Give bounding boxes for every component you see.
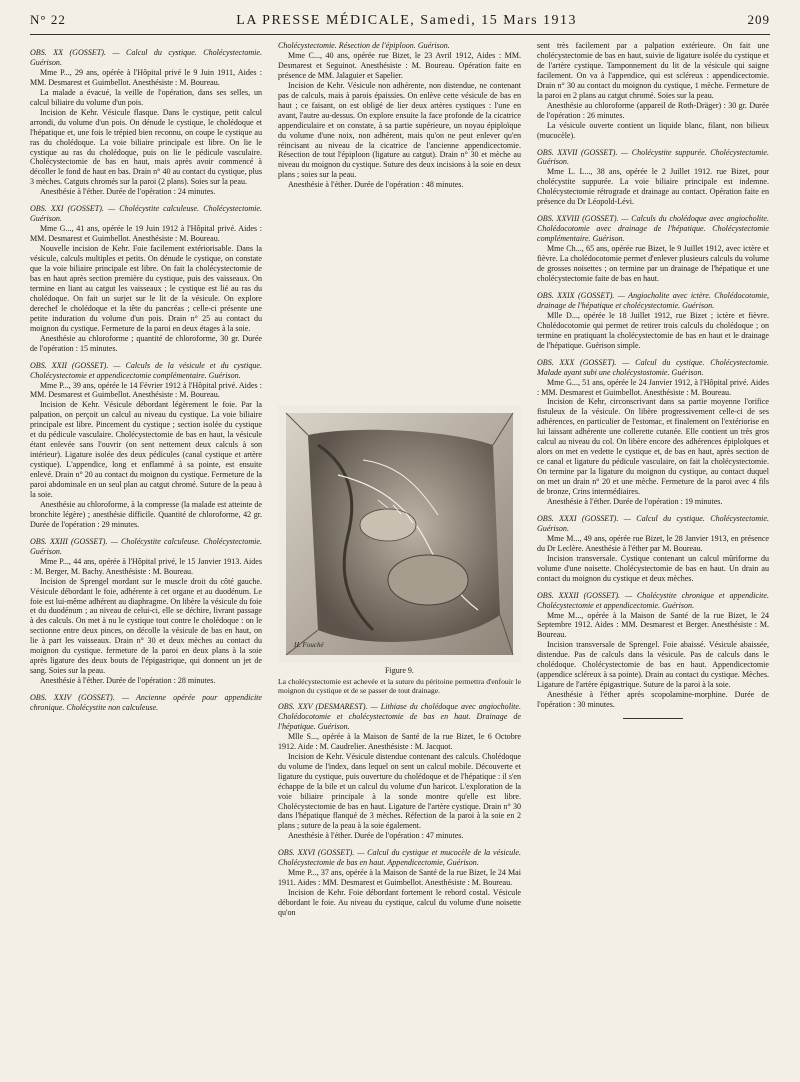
paragraph: Anesthésie à l'éther. Durée de l'opération : 24 minutes. [40, 187, 216, 197]
paragraph: Mme Ch..., 65 ans, opérée rue Bizet, le 9 Juillet 1912, avec ictère et fièvre. La cholédocotomie permet d'enlever plusieurs calculs du volume de grosses noisettes ; on termine par un drainage de l'hépatique et une cholécystectomie faite de bas en haut. [537, 244, 769, 283]
observation-heading: OBS. XXIX (GOSSET). — Angiocholite avec ictère. Cholédocotomie, drainage de l'hépatique et cholécystectomie. Guérison. [537, 290, 769, 310]
paragraph: Incision de Kehr. Vésicule distendue contenant des calculs. Cholédoque du volume de l'index, dans lequel on sent un calcul mobile. Découverte et ligature du cystique, puis ouverture du cholédoque et de l'hépatique : il s'en échappe de la bile et un calcul du volume d'un haricot. L'exploration de la voie biliaire principale à la sonde montre qu'elle est libre. Cholécystectomie de bas en haut. Ligature de l'artère cystique. Drain n° 30 dans l'hépatique flanqué de 3 mèches. Réfection de la paroi à la soie en 2 plans ; suture de la peau à la soie également. [278, 751, 521, 831]
paragraph: Mme C..., 40 ans, opérée rue Bizet, le 23 Avril 1912, Aides : MM. Desmarest et Seguinot. Anesthésiste : M. Boureau. Opération faite en présence de MM. Jalaguier et Sapelier. [278, 50, 521, 80]
column-right [537, 41, 769, 1071]
column-center-top [278, 41, 521, 397]
paragraph: Mme P..., 29 ans, opérée à l'Hôpital privé le 9 Juin 1911, Aides : MM. Desmarest et Guimbellot. Anesthésiste : M. Boureau. [30, 67, 262, 87]
page-header [30, 12, 770, 35]
paragraph: Incision transversale. Cystique contenant un calcul mûriforme du volume d'une noisette. Cholécystectomie de bas en haut. Un drain au contact du moignon du cystique et deux mèches. [537, 553, 769, 583]
observation-heading: OBS. XXVII (GOSSET). — Cholécystite suppurée. Cholécystectomie. Guérison. [537, 147, 769, 167]
paragraph: Mme P..., 37 ans, opérée à la Maison de Santé de la rue Bizet, le 24 Mai 1911. Aides : MM. Desmarest et Guimbellot. Anesthésiste : M. Boureau. [278, 868, 521, 888]
page-number: 209 [747, 12, 770, 27]
column-center-bottom [278, 702, 521, 918]
paragraph: Mme G..., 41 ans, opérée le 19 Juin 1912 à l'Hôpital privé. Aides : MM. Desmarest et Guimbellot. Anesthésiste : M. Boureau. [30, 224, 262, 244]
paragraph: Incision de Kehr, circonscrivant dans sa partie moyenne l'orifice fistuleux de la vésicule. On libère progressivement celle-ci de ses adhérences, en particulier de l'estomac, et finalement on l'extériorise en lui laissant adhérente une collerette cutanée. Elle contient un très gros calcul au niveau du col. On libère encore des adhérences épiploïques et alors on met en vedette le cystique et, de bas en haut, après section de ce canal et ligature du pédicule vasculaire, on fait la cholécystectomie. On termine par la ligature du moignon du cystique, au contact duquel on met un drain n° 20 et une mèche. Fermeture de la paroi avec 4 fils de bronze, Crins intermédiaires. [537, 397, 769, 497]
paragraph: Mme P..., 44 ans, opérée à l'Hôpital privé, le 15 Janvier 1913. Aides : M. Berger, M. Bachy. Anesthésiste : M. Boureau. [30, 556, 262, 576]
paragraph: Anesthésie à l'éther. Durée de l'opération : 47 minutes. [288, 831, 464, 841]
paragraph: Anesthésie au chloroforme ; quantité de chloroforme, 30 gr. Durée de l'opération : 15 minutes. [30, 333, 262, 353]
surgical-illustration [278, 405, 521, 663]
paragraph: La vésicule ouverte contient un liquide blanc, filant, non bilieux (mucocèle). [537, 120, 769, 140]
text-columns [30, 41, 770, 1071]
observation-heading: OBS. XX (GOSSET). — Calcul du cystique. Cholécystectomie. Guérison. [30, 48, 262, 67]
observation-heading: OBS. XXX (GOSSET). — Calcul du cystique. Cholécystectomie. Malade ayant subi une cholécystostomie. Guérison. [537, 357, 769, 377]
paragraph: Anesthésie à l'éther. Durée de l'opération : 19 minutes. [547, 496, 723, 506]
observation-heading-continued: Cholécystectomie. Résection de l'épiploon. Guérison. [278, 41, 450, 50]
paragraph-continued: sent très facilement par a palpation extérieure. On fait une cholécystectomie de bas en haut, suivie de ligature isolée du cystique et de l'artère cystique. Tamponnement du lit de la vésicule qui saigne facilement. On va à l'appendice, qui est scléreux : appendicectomie. Drain n° 30 au contact du moignon du cystique, 1 mèche. Fermeture de la paroi en 2 plans au catgut chromé. Soies sur la peau. [537, 41, 769, 100]
observation-heading: OBS. XXIII (GOSSET). — Cholécystite calculeuse. Cholécystectomie. Guérison. [30, 536, 262, 556]
paragraph: Incision de Kehr. Vésicule non adhérente, non distendue, ne contenant pas de calculs, mais à parois épaissies. On enlève cette vésicule de bas en haut ; ce faisant, on est obligé de lier deux artères cystiques : l'une en avant, l'autre au-dessus. On explore ensuite la face profonde de la cicatrice appendiculaire et on constate, à sa partie supérieure, un noyau épiploïque du volume d'une noix, non adhérent, mais qu'on ne peut enlever qu'en réincisant au niveau de la cicatrice de l'ancienne appendicectomie. Résection de tout l'épiploon (ligature au catgut). Drain n° 30 et mèche au niveau du moignon du cystique. Suture des deux incisions à la soie en deux plans ; soies sur la peau. [278, 80, 521, 180]
paragraph: Mme M..., opérée à la Maison de Santé de la rue Bizet, le 24 Septembre 1912. Aides : MM. Desmarest et Berger. Anesthésiste : M. Boureau. [537, 610, 769, 640]
paragraph: Anesthésie au chloroforme, à la compresse (la malade est atteinte de bronchite légère) ; anesthésie difficile. Quantité de chloroforme, 42 gr. Durée de l'opération : 29 minutes. [30, 499, 262, 529]
column-center [278, 41, 521, 1071]
observation-heading: OBS. XXXII (GOSSET). — Cholécystite chronique et appendicite. Cholécystectomie et appendicectomie. Guérison. [537, 590, 769, 610]
observation-heading: OBS. XXI (GOSSET). — Cholécystite calculeuse. Cholécystectomie. Guérison. [30, 204, 262, 224]
observation-heading: OBS. XXV (DESMAREST). — Lithiase du cholédoque avec angiocholite. Cholédocotomie et cholécystectomie de bas en haut. Drainage de l'hépatique. Guérison. [278, 702, 521, 731]
paragraph: Nouvelle incision de Kehr. Foie facilement extériorisable. Dans la vésicule, calculs multiples et petits. On dénude le cystique, on constate que la voie biliaire principale est libre. On fait la cholécystectomie de bas en haut après section première du cystique, puis des vaisseaux. On termine en liant au catgut les vaisseaux ; le cystique est lié au ras du cholédoque. On fait un surjet sur le lit de la vésicule. On explore derechef le cholédoque et la tête du pancréas ; celle-ci présente une petite induration du volume d'un pois. Drain n° 25 au contact du moignon du cystique. Fermeture de la paroi en deux étages à la soie. [30, 244, 262, 333]
paragraph: Incision de Kehr. Vésicule flasque. Dans le cystique, petit calcul arrondi, du volume d'un pois. On dénude le cystique, le cholédoque et l'hépatique et, une fois le trépied bien reconnu, on coupe le cystique au ras du cholédoque. La voie biliaire principale est libre. On lie le cystique au ras du cholédoque, puis on lie le pédicule vasculaire. Cholécystectomie de bas en haut, mais après avoir commencé à décoller le fond de haut en bas. Drain n° 40 au contact du cystique, plus 3 mèches. Catguts chromés sur la paroi (2 plans). Soies sur la peau. [30, 107, 262, 187]
paragraph: Anesthésie à l'éther après scopolamine-morphine. Durée de l'opération : 30 minutes. [537, 690, 769, 710]
paragraph: Mme P..., 39 ans, opérée le 14 Février 1912 à l'Hôpital privé. Aides : MM. Desmarest et Guimbellot. Anesthésiste : M. Boureau. [30, 380, 262, 400]
figure-caption: La cholécystectomie est achevée et la suture du péritoine permettra d'enfouir le moignon du cystique et de se passer de tout drainage. [278, 677, 521, 695]
paragraph: Mlle S..., opérée à la Maison de Santé de la rue Bizet, le 6 Octobre 1912. Aide : M. Caudrelier. Anesthésiste : M. Jacquot. [278, 731, 521, 751]
paragraph: Mlle D..., opérée le 18 Juillet 1912, rue Bizet ; ictère et fièvre. Cholédocotomie qui permet de retirer trois calculs du cholédoque ; on termine en pratiquant la cholécystectomie de bas en haut et le drainage de l'hépatique. Guérison simple. [537, 310, 769, 350]
paragraph: Incision de Kehr. Vésicule débordant légèrement le foie. Par la palpation, on perçoit un calcul au niveau du cystique. La voie biliaire principale est libre. Pincement du cystique ; section isolée du cystique et du pédicule vasculaire. Cholécystectomie de bas en haut, la vésicule étant enlevée sans l'ouvrir (on sent nettement deux calculs à son intérieur). Ligature isolée des deux pédicules (canal cystique et artère cystique). L'appendice, long et enflammé à sa pointe, est ensuite enlevé. Drain n° 20 au contact du moignon du cystique. Fermeture de la paroi abdominale en un seul plan au catgut chromé. Suture de la peau à la soie. [30, 400, 262, 499]
observation-heading: OBS. XXVI (GOSSET). — Calcul du cystique et mucocèle de la vésicule. Cholécystectomie de bas en haut. Appendicectomie, Guérison. [278, 848, 521, 868]
observation-heading: OBS. XXXI (GOSSET). — Calcul du cystique. Cholécystectomie. Guérison. [537, 513, 769, 533]
column-left [30, 41, 262, 1071]
figure-label: Figure 9. [385, 666, 414, 675]
paragraph: Incision de Sprengel mordant sur le muscle droit du côté gauche. Vésicule débordant le foie, adhérente à cet organe et au duodénum. Le foie est lui-même adhérent au diaphragme. On libère la vésicule du foie et du duodénum ; au niveau de celui-ci, elle se déchire, livrant passage à des calculs. On met à nu le cystique tout contre le cholédoque : on le sectionne entre deux pinces, on décolle la vésicule de bas en haut, on lie à part les vaisseaux. Drain n° 30 et deux mèches au contact du moignon du cystique. fermeture de la paroi en deux plans à la soie après ligature des deux bouts de l'épigastrique, qui donnent un jet de sang. Soies sur la peau. [30, 576, 262, 676]
observation-heading: OBS. XXII (GOSSET). — Calculs de la vésicule et du cystique. Cholécystectomie et appendicectomie complémentaire. Guérison. [30, 360, 262, 380]
artist-signature: H. Fouché [294, 641, 324, 649]
paragraph: Anesthésie à l'éther. Durée de l'opération : 48 minutes. [288, 180, 464, 190]
end-rule [623, 718, 683, 719]
paragraph: La malade a évacué, la veille de l'opération, dans ses selles, un calcul biliaire du volume d'un pois. [30, 87, 262, 107]
paragraph: Incision transversale de Sprengel. Foie abaissé. Vésicule abaissée, distendue. Pas de calculs dans la vésicule. Pas de calculs dans le cholédoque. Cholécystectomie de bas en haut. Appendicectomie (appendice scléreux à sa pointe). Drain au contact du cystique. Mèches. Ligature de l'artère épigastrique. Suture de la paroi à la soie. [537, 640, 769, 690]
paragraph: Mme L. L..., 38 ans, opérée le 2 Juillet 1912. rue Bizet, pour cholécystite suppurée. La voie biliaire principale est indemne. Cholécystectomie rétrograde et drainage au contact. Opération faite en présence du Dr Léopold-Lévi. [537, 167, 769, 207]
observation-heading: OBS. XXIV (GOSSET). — Ancienne opérée pour appendicite chronique. Cholécystite non calculeuse. [30, 693, 262, 713]
paragraph: Anesthésie à l'éther. Durée de l'opération : 28 minutes. [40, 676, 216, 686]
paragraph: Mme G..., 51 ans, opérée le 24 Janvier 1912, à l'Hôpital privé. Aides : MM. Desmarest et Guimbellot. Anesthésiste : M. Boureau. [537, 377, 769, 397]
figure-9 [278, 405, 521, 695]
paragraph: Anesthésie au chloroforme (appareil de Roth-Dräger) : 30 gr. Durée de l'opération : 26 minutes. [537, 100, 769, 120]
observation-heading: OBS. XXVIII (GOSSET). — Calculs du cholédoque avec angiocholite. Cholédocotomie avec drainage de l'hépatique. Cholécystectomie complémentaire. Guérison. [537, 214, 769, 244]
paragraph: Incision de Kehr. Foie débordant fortement le rebord costal. Vésicule débordant le foie. Au niveau du cystique, calcul du volume d'une noisette qu'on [278, 888, 521, 918]
paragraph: Mme M..., 49 ans, opérée rue Bizet, le 28 Janvier 1913, en présence du Dr Leclère. Anesthésie à l'éther par M. Boureau. [537, 533, 769, 553]
issue-number: N° 22 [30, 12, 66, 27]
journal-title: LA PRESSE MÉDICALE, Samedi, 15 Mars 1913 [236, 13, 578, 28]
